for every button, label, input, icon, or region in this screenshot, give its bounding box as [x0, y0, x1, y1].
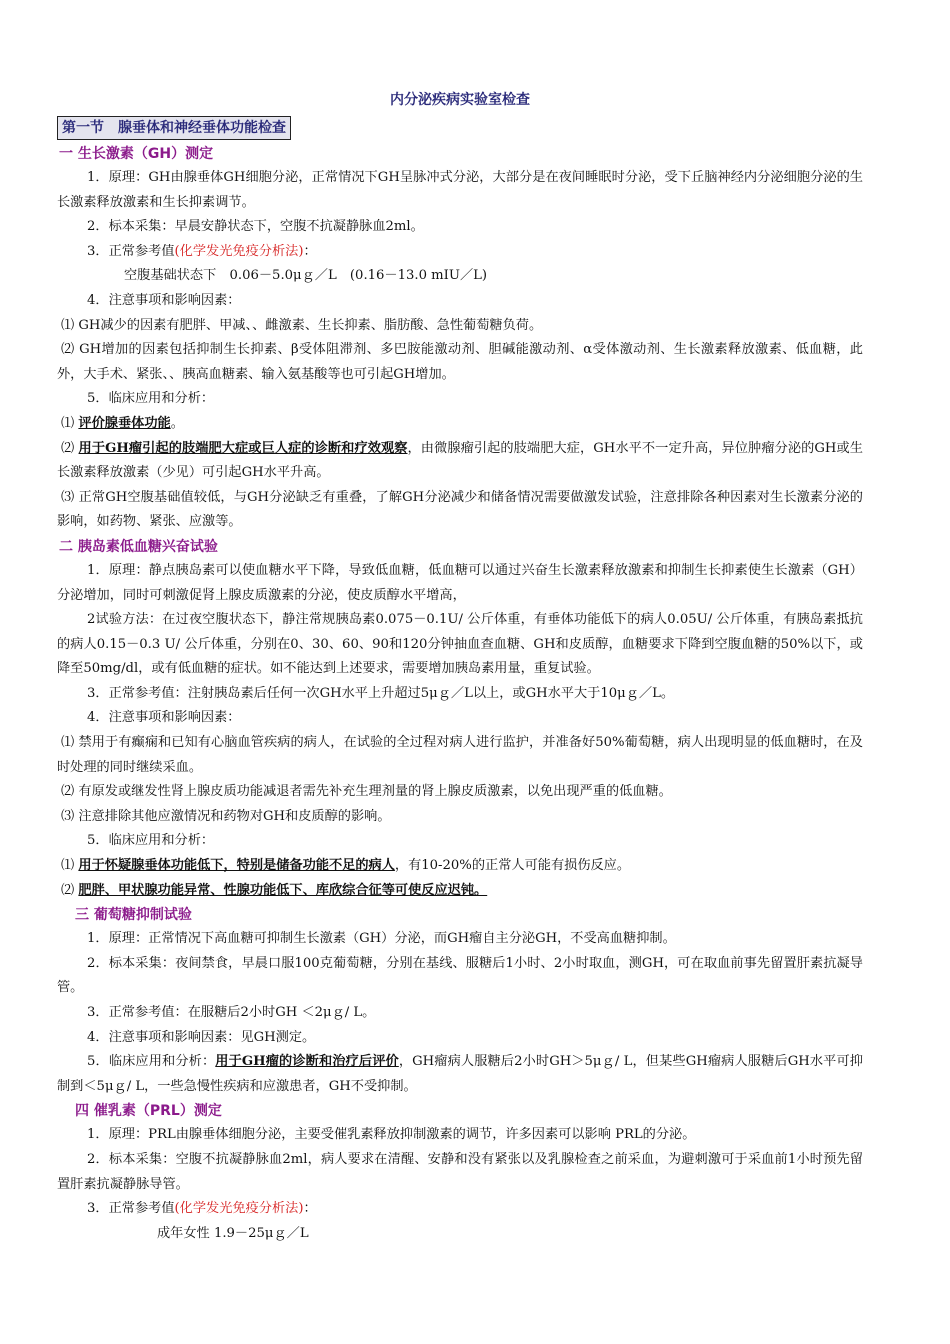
paragraph — [57, 1050, 863, 1099]
text: ，GH瘤病人服糖后2小时GH＞5μｇ/ L，但某些GH瘤病人服糖后GH水平可抑制到＜5μｇ/ L，一些急慢性疾病和应激患者，GH不受抑制。 — [57, 1054, 863, 1094]
paragraph: 4．注意事项和影响因素： — [87, 710, 241, 726]
paragraph — [57, 1197, 863, 1222]
reference-value: 空腹基础状态下 0.06－5.0μｇ／L (0.16－13.0 mIU／L) — [124, 268, 488, 284]
text: ： — [303, 243, 317, 259]
heading-prl-test: 四 催乳素（PRL）测定 — [75, 1103, 222, 1120]
list-item — [57, 854, 863, 879]
text: ⑴ — [61, 858, 79, 874]
paragraph: 1．原理：静点胰岛素可以使血糖水平下降，导致低血糖，低血糖可以通过兴奋生长激素释放激素和抑制生长抑素使生长激素（GH）分泌增加，同时可刺激促肾上腺皮质激素的分泌，使皮质醇水平增高， — [57, 562, 863, 603]
reference-value: 成年女性 1.9－25μｇ／L — [157, 1225, 309, 1241]
paragraph: 4．注意事项和影响因素： — [87, 292, 241, 308]
method-note: (化学发光免疫分析法) — [174, 243, 304, 259]
emphasis: 评价腺垂体功能 — [78, 415, 171, 431]
paragraph — [57, 240, 863, 265]
paragraph: 3．正常参考值：在服糖后2小时GH ＜2μｇ/ L。 — [87, 1005, 376, 1020]
text: ⑵ — [61, 882, 79, 898]
list-item: ⑴ 禁用于有癫痫和已知有心脑血管疾病的病人，在试验的全过程对病人进行监护，并准备好50%葡萄糖，病人出现明显的低血糖时，在及时处理的同时继续采血。 — [57, 735, 863, 775]
list-item — [57, 437, 863, 486]
list-item: ⑶ 正常GH空腹基础值较低，与GH分泌缺乏有重叠，了解GH分泌减少和储备情况需要做激发试验，注意排除各种因素对生长激素分泌的影响，如药物、紧张、应激等。 — [57, 489, 863, 530]
list-item: ⑴ GH减少的因素有肥胖、甲减、、雌激素、生长抑素、脂肪酸、急性葡萄糖负荷。 — [61, 317, 543, 333]
list-item — [57, 412, 863, 437]
section-title-box: 第一节 腺垂体和神经垂体功能检查 — [57, 116, 291, 140]
paragraph: 2．标本采集：空腹不抗凝静脉血2ml，病人要求在清醒、安静和没有紧张以及乳腺检查之前采血，为避刺激可于采血前1小时预先留置肝素抗凝静脉导管。 — [57, 1151, 863, 1192]
list-item: ⑵ GH增加的因素包括抑制生长抑素、β受体阻滞剂、多巴胺能激动剂、胆碱能激动剂、α受体激动剂、生长激素释放激素、低血糖，此外，大手术、紧张、、胰高血糖素、输入氨基酸等也可引起GH增加。 — [57, 342, 863, 382]
paragraph: 5．临床应用和分析： — [87, 391, 215, 407]
paragraph: 2试验方法：在过夜空腹状态下，静注常规胰岛素0.075－0.1U/ 公斤体重，有垂体功能低下的病人0.05U/ 公斤体重，有胰岛素抵抗的病人0.15－0.3 U/ 公斤体重，分别在0、30、60、90和120分钟抽血查血糖、GH和皮质醇，血糖要求下降到空腹血糖的50%以下，或降至50mg/dl，或有低血糖的症状。如不能达到上述要求，需要增加胰岛素用量，重复试验。 — [57, 612, 863, 677]
document-title: 内分泌疾病实验室检查 — [390, 92, 530, 108]
text: 。 — [170, 415, 184, 431]
paragraph: 2．标本采集：早晨安静状态下，空腹不抗凝静脉血2ml。 — [87, 219, 424, 235]
emphasis: 用于GH瘤引起的肢端肥大症或巨人症的诊断和疗效观察 — [78, 440, 408, 456]
list-item: ⑵ 有原发或继发性肾上腺皮质功能减退者需先补充生理剂量的肾上腺皮质激素，以免出现严重的低血糖。 — [61, 784, 672, 800]
emphasis: 用于怀疑腺垂体功能低下，特别是储备功能不足的病人 — [78, 858, 395, 874]
heading-insulin-test: 二 胰岛素低血糖兴奋试验 — [59, 538, 218, 555]
paragraph: 3．正常参考值：注射胰岛素后任何一次GH水平上升超过5μｇ／L以上，或GH水平大于10μｇ／L。 — [87, 685, 675, 701]
list-item: ⑶ 注意排除其他应激情况和药物对GH和皮质醇的影响。 — [61, 808, 391, 824]
paragraph: 2．标本采集：夜间禁食，早晨口服100克葡萄糖，分别在基线、服糖后1小时、2小时取血，测GH，可在取血前事先留置肝素抗凝导管。 — [57, 955, 863, 996]
method-note: (化学发光免疫分析法) — [174, 1201, 304, 1217]
text: ，由微腺瘤引起的肢端肥大症，GH水平不一定升高，异位肿瘤分泌的GH或生长激素释放激素（少见）可引起GH水平升高。 — [57, 440, 863, 481]
text: 3．正常参考值 — [87, 1201, 175, 1217]
text: 5．临床应用和分析： — [87, 1054, 216, 1070]
document-page — [57, 88, 863, 1246]
list-item — [57, 879, 863, 904]
text: 3．正常参考值 — [87, 243, 175, 259]
emphasis: 肥胖、甲状腺功能异常、性腺功能低下、库欣综合征等可使反应迟钝。 — [78, 882, 488, 898]
text: ⑴ — [61, 415, 79, 431]
text: ： — [303, 1201, 317, 1217]
paragraph: 1．原理：PRL由腺垂体细胞分泌，主要受催乳素释放抑制激素的调节，许多因素可以影响 PRL的分泌。 — [87, 1127, 696, 1143]
text: ，有10-20%的正常人可能有损伤反应。 — [394, 858, 631, 874]
paragraph: 4．注意事项和影响因素：见GH测定。 — [87, 1029, 316, 1045]
heading-glucose-test: 三 葡萄糖抑制试验 — [75, 907, 192, 924]
heading-gh-test: 一 生长激素（GH）测定 — [59, 146, 214, 162]
emphasis: 用于GH瘤的诊断和治疗后评价 — [215, 1054, 399, 1070]
paragraph: 1．原理：正常情况下高血糖可抑制生长激素（GH）分泌，而GH瘤自主分泌GH，不受高血糖抑制。 — [87, 931, 676, 947]
text: ⑵ — [61, 440, 79, 456]
paragraph: 5．临床应用和分析： — [87, 833, 215, 849]
paragraph: 1．原理：GH由腺垂体GH细胞分泌，正常情况下GH呈脉冲式分泌，大部分是在夜间睡眠时分泌，受下丘脑神经内分泌细胞分泌的生长激素释放激素和生长抑素调节。 — [57, 170, 863, 210]
